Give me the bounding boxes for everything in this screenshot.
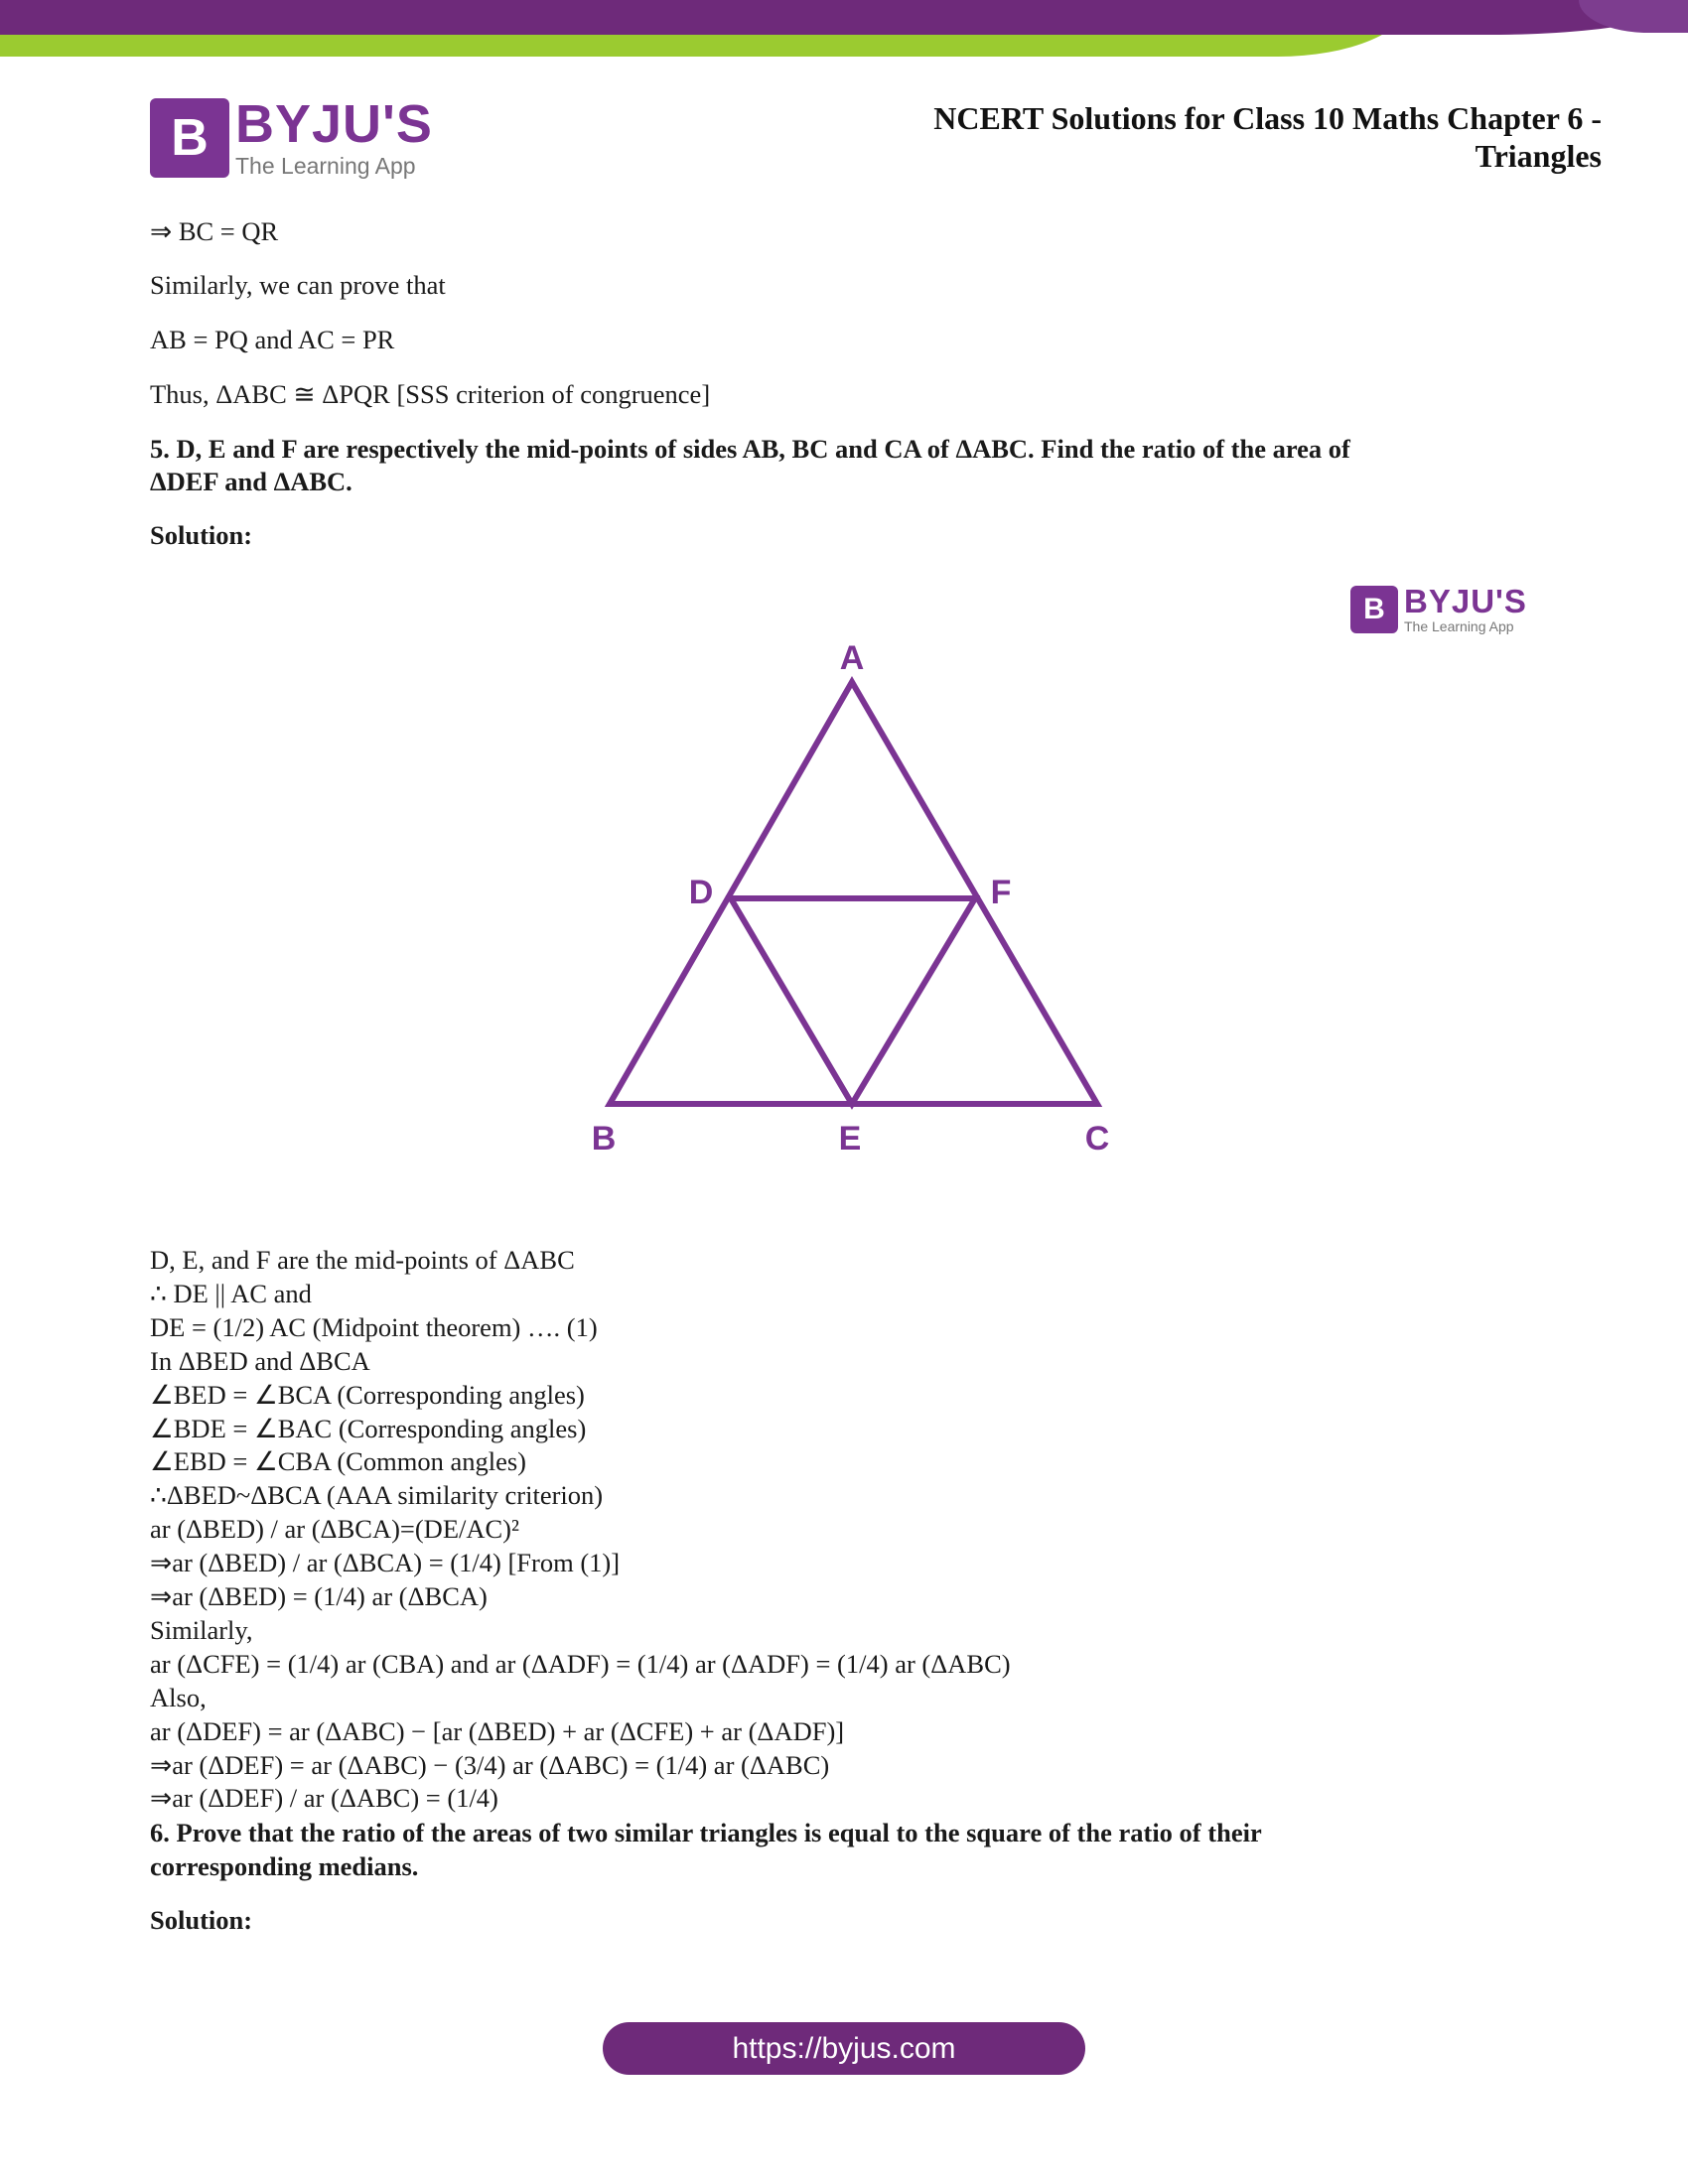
byjus-b-icon: B	[150, 98, 229, 178]
solution-label: Solution:	[150, 520, 253, 550]
solution-line: ⇒ar (ΔBED) = (1/4) ar (ΔBCA)	[150, 1581, 488, 1611]
byjus-b-icon: B	[1350, 586, 1398, 633]
question-5-cont: ΔDEF and ΔABC.	[150, 467, 352, 496]
figure-watermark-logo: B BYJU'S The Learning App	[1350, 585, 1527, 633]
solution-line: ar (ΔCFE) = (1/4) ar (CBA) and ar (ΔADF) = (1/4) ar (ΔADF) = (1/4) ar (ΔABC)	[150, 1648, 1011, 1679]
solution-line: ⇒ar (ΔDEF) / ar (ΔABC) = (1/4)	[150, 1783, 498, 1814]
logo-brand: BYJU'S	[235, 94, 433, 154]
solution-line: ∴ΔBED~ΔBCA (AAA similarity criterion)	[150, 1480, 604, 1511]
question-6-cont: corresponding medians.	[150, 1851, 419, 1881]
text-line: Thus, ΔABC ≅ ΔPQR [SSS criterion of congruence]	[150, 379, 711, 409]
solution-line: ⇒ar (ΔBED) / ar (ΔBCA) = (1/4) [From (1)]	[150, 1548, 621, 1578]
solution-line: ∠BED = ∠BCA (Corresponding angles)	[150, 1379, 585, 1410]
logo-tagline: The Learning App	[235, 153, 416, 179]
solution-label: Solution:	[150, 1905, 253, 1935]
triangle-def	[731, 898, 975, 1104]
label-b: B	[591, 1120, 617, 1158]
label-f: F	[990, 874, 1012, 911]
question-6: 6. Prove that the ratio of the areas of two similar triangles is equal to the square of the ratio of their	[150, 1818, 1262, 1847]
solution-line: ∠BDE = ∠BAC (Corresponding angles)	[150, 1413, 587, 1443]
text-line: Similarly, we can prove that	[150, 270, 446, 300]
solution-line: ar (ΔBED) / ar (ΔBCA)=(DE/AC)²	[150, 1514, 519, 1545]
triangle-abc	[610, 682, 1097, 1104]
solution-line: ∴ DE || AC and	[150, 1278, 312, 1308]
label-c: C	[1084, 1120, 1110, 1158]
solution-line: ar (ΔDEF) = ar (ΔABC) − [ar (ΔBED) + ar (ΔCFE) + ar (ΔADF)]	[150, 1715, 845, 1746]
label-a: A	[839, 639, 865, 677]
label-d: D	[688, 874, 714, 911]
question-5: 5. D, E and F are respectively the mid-points of sides AB, BC and CA of ΔABC. Find the ratio of the area of	[150, 434, 1350, 464]
text-line: AB = PQ and AC = PR	[150, 325, 395, 354]
solution-line: In ΔBED and ΔBCA	[150, 1345, 370, 1376]
document-title: NCERT Solutions for Class 10 Maths Chapter 6 - Triangles	[933, 100, 1602, 174]
solution-line: ⇒ar (ΔDEF) = ar (ΔABC) − (3/4) ar (ΔABC) = (1/4) ar (ΔABC)	[150, 1749, 830, 1780]
label-e: E	[838, 1120, 862, 1158]
solution-line: D, E, and F are the mid-points of ΔABC	[150, 1245, 575, 1275]
footer-url-link[interactable]: https://byjus.com	[603, 2022, 1085, 2075]
solution-line: Also,	[150, 1682, 207, 1712]
solution-line: DE = (1/2) AC (Midpoint theorem) …. (1)	[150, 1311, 598, 1342]
text-line: ⇒ BC = QR	[150, 216, 279, 246]
solution-line: ∠EBD = ∠CBA (Common angles)	[150, 1446, 526, 1477]
solution-line: Similarly,	[150, 1614, 253, 1645]
